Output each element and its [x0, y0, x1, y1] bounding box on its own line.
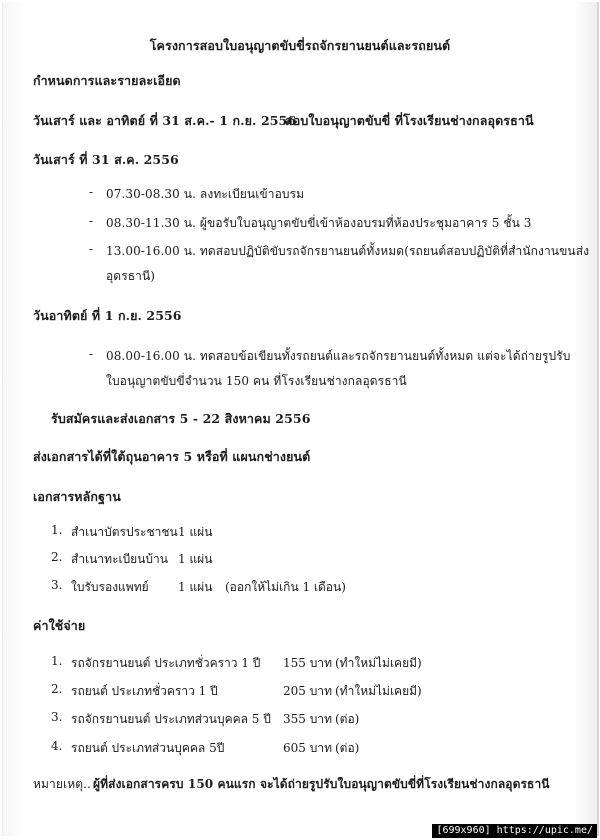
fee-note: (ทำใหม่ไม่เคยมี) — [335, 656, 422, 670]
fee-amount: 205 บาท — [283, 684, 332, 698]
document-number: 3. — [51, 578, 63, 592]
document-qty: 1 แผ่น — [178, 525, 213, 539]
fee-number: 3. — [51, 710, 63, 724]
sunday-item: 08.00-16.00 น. ทดสอบข้อเขียนทั้งรถยนต์และรถจักรยานยนต์ทั้งหมด แต่จะได้ถ่ายรูปรับ — [106, 349, 571, 363]
bullet-dash: - — [89, 214, 94, 228]
saturday-item: 07.30-08.30 น. ลงทะเบียนเข้าอบรม — [106, 187, 305, 201]
document-note: (ออกให้ไม่เกิน 1 เดือน) — [225, 580, 346, 594]
exam-dates: วันเสาร์ และ อาทิตย์ ที่ 31 ส.ค.- 1 ก.ย. 2556 — [33, 113, 297, 128]
exam-location: สอบใบอนุญาตขับขี่ ที่โรงเรียนช่างกลอุดรธานี — [285, 113, 534, 128]
fee-type: รถยนต์ ประเภทส่วนบุคคล 5ปี — [71, 741, 225, 755]
document-qty: 1 แผ่น — [178, 552, 213, 566]
fee-type: รถจักรยานยนต์ ประเภทส่วนบุคคล 5 ปี — [71, 712, 271, 726]
sunday-heading: วันอาทิตย์ ที่ 1 ก.ย. 2556 — [33, 308, 182, 323]
saturday-item: 13.00-16.00 น. ทดสอบปฏิบัติขับรถจักรยานยนต์ทั้งหมด(รถยนต์สอบปฏิบัติที่สำนักงานขนส่ง — [106, 244, 590, 258]
documents-heading: เอกสารหลักฐาน — [33, 489, 121, 504]
fee-number: 2. — [51, 682, 63, 696]
fee-amount: 605 บาท — [283, 741, 332, 755]
application-period: รับสมัครและส่งเอกสาร 5 - 22 สิงหาคม 2556 — [51, 411, 311, 426]
saturday-item: 08.30-11.30 น. ผู้ขอรับใบอนุญาตขับขี่เข้าห้องอบรมที่ห้องประชุมอาคาร 5 ชั้น 3 — [106, 216, 532, 230]
fee-amount: 355 บาท — [283, 712, 332, 726]
submit-location: ส่งเอกสารได้ที่ใต้ถุนอาคาร 5 หรือที่ แผนกช่างยนต์ — [33, 449, 311, 464]
bullet-dash: - — [89, 347, 94, 361]
document-title: โครงการสอบใบอนุญาตขับขี่รถจักรยานยนต์และรถยนต์ — [149, 38, 451, 53]
remark-label: หมายเหตุ.. — [33, 777, 91, 791]
document-name: สำเนาบัตรประชาชน — [71, 525, 178, 539]
bullet-dash: - — [89, 185, 94, 199]
document-number: 1. — [51, 523, 63, 537]
remark-text: ผู้ที่ส่งเอกสารครบ 150 คนแรก จะได้ถ่ายรูปรับใบอนุญาตขับขี่ที่โรงเรียนช่างกลอุดรธานี — [93, 777, 550, 791]
fee-type: รถจักรยานยนต์ ประเภทชั่วคราว 1 ปี — [71, 656, 261, 670]
fee-number: 1. — [51, 654, 63, 668]
saturday-item-continued: อุดรธานี) — [106, 269, 156, 283]
document-page — [2, 2, 599, 836]
document-number: 2. — [51, 550, 63, 564]
fee-note: (ต่อ) — [335, 741, 360, 755]
schedule-heading: กำหนดการและรายละเอียด — [33, 73, 181, 88]
bullet-dash: - — [89, 242, 94, 256]
fee-note: (ทำใหม่ไม่เคยมี) — [335, 684, 422, 698]
document-qty: 1 แผ่น — [178, 580, 213, 594]
watermark: [699x960] https://upic.me/ — [432, 824, 597, 838]
fee-note: (ต่อ) — [335, 712, 360, 726]
sunday-item-continued: ใบอนุญาตขับขี่จำนวน 150 คน ที่โรงเรียนช่างกลอุดรธานี — [106, 374, 407, 388]
fee-number: 4. — [51, 739, 63, 753]
document-name: ใบรับรองแพทย์ — [71, 580, 149, 594]
saturday-heading: วันเสาร์ ที่ 31 ส.ค. 2556 — [33, 152, 179, 167]
fee-amount: 155 บาท — [283, 656, 332, 670]
fee-type: รถยนต์ ประเภทชั่วคราว 1 ปี — [71, 684, 218, 698]
fees-heading: ค่าใช้จ่าย — [33, 618, 86, 633]
document-name: สำเนาทะเบียนบ้าน — [71, 552, 168, 566]
